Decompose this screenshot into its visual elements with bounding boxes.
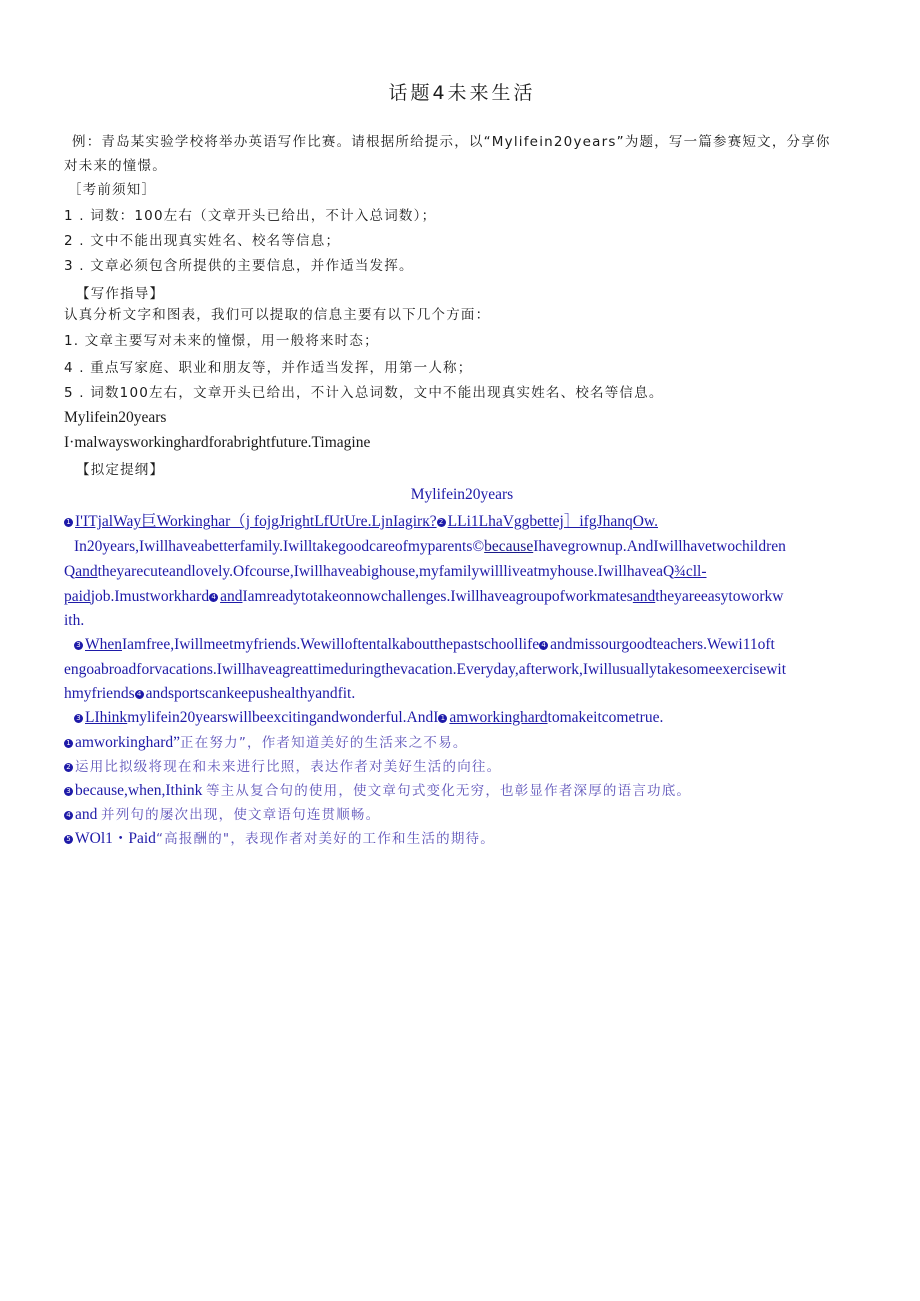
essay-line-1b-text: LLi1LhaVggbettej］ifgJhanqOw. [447,513,658,530]
essay-line-1 [64,512,658,532]
text-run: mylifein20yearswillbeexcitingandwonderful.AndI [127,709,439,726]
note-3 [64,781,691,801]
essay-p2-line-1 [74,635,775,655]
intro-line-1: 例：青岛某实验学校将举办英语写作比赛。请根据所给提示，以“Mylifein20years”为题，写一篇参赛短文，分享你 [72,134,831,150]
keyword-and: and [632,588,656,605]
note-4-en: and [75,806,98,823]
text-run: Iamreadytotakeonnowchallenges.Iwillhaveagroupofworkmates [242,588,633,605]
text-run: theyareeasytoworkw [655,588,784,605]
marker-2-icon: 2 [64,763,73,772]
marker-3-icon: 3 [64,787,73,796]
note-4-cn: 并列句的屡次出现，使文章语句连贯顺畅。 [101,807,381,823]
essay-p1-line-3 [64,587,784,607]
guide-item-5: 5 . 词数100左右，文章开头已给出，不计入总词数，文中不能出现真实姓名、校名等信息。 [64,385,664,401]
keyword-am-working-hard: amworkinghard [449,709,548,726]
keyword-because: because [484,538,534,555]
given-opening: I·malwaysworkinghardforabrightfuture.Timagine [64,434,371,451]
note-3-cn: 等主从复合句的使用，使文章句式变化无穷，也彰显作者深厚的语言功底。 [206,783,692,799]
keyword-and: and [220,588,243,605]
marker-4-icon: 4 [539,641,548,650]
text-run: andsportscankeepushealthyandfit. [145,685,356,702]
essay-p1-line-1 [74,537,786,557]
text-run: tomakeitcometrue. [547,709,664,726]
outline-heading: 【拟定提纲】 [76,462,165,478]
essay-title: Mylifein20years [410,486,514,503]
marker-4-icon: 4 [209,593,218,602]
note-2-cn: 运用比拟级将现在和未来进行比照，表达作者对美好生活的向往。 [75,759,502,775]
essay-p2-line-3 [64,684,355,704]
notice-item-1: 1 . 词数：100左右（文章开头已给出，不计入总词数）； [64,208,437,224]
text-run: Q [64,563,76,580]
essay-p3-line-1 [74,708,663,728]
note-1-cn: 正在努力”，作者知道美好的生活来之不易。 [180,735,468,751]
given-title: Mylifein20years [64,409,167,426]
note-5-en: WOl1・Paid [75,830,156,847]
essay-p2-line-2: engoabroadforvacations.Iwillhaveagreattimeduringthevacation.Everyday,afterwork,Iwillusuallytakesomeexercisewit [64,661,787,678]
essay-p1-line-4: ith. [64,612,85,629]
essay-line-1-text: I'ITjalWay巨Workinghar（j fojgJrightLfUtUre.LjnIagirк? [75,513,437,530]
keyword-well: ¾cll- [674,563,707,580]
note-4 [64,805,380,825]
text-run: andmissourgoodteachers.Wewi11oft [550,636,775,653]
page-title: 话题4未来生活 [388,82,536,104]
note-1 [64,733,468,753]
marker-5-icon: 5 [64,835,73,844]
text-run: Iamfree,Iwillmeetmyfriends.Wewilloftentalkaboutthepastschoollife [122,636,540,653]
marker-1-icon: 1 [438,714,447,723]
text-run: In20years,Iwillhaveabetterfamily.Iwilltakegoodcareofmyparents© [74,538,485,555]
guide-lead: 认真分析文字和图表，我们可以提取的信息主要有以下几个方面： [64,307,491,323]
marker-3-icon: 3 [74,641,83,650]
note-5 [64,829,495,849]
keyword-and: and [75,563,98,580]
notice-heading: ［考前须知］ [68,182,157,198]
marker-4-icon: 4 [64,811,73,820]
marker-2-icon: 2 [437,518,446,527]
text-run: Ihavegrownup.AndIwillhavetwochildren [533,538,786,555]
marker-1-icon: 1 [64,518,73,527]
note-1-en: amworkinghard” [75,734,181,751]
essay-p1-line-2 [64,562,707,582]
text-run: job.Imustworkhard [90,588,210,605]
intro-line-2: 对未来的憧憬。 [64,158,167,174]
note-2 [64,757,501,777]
note-5-cn: “高报酬的"，表现作者对美好的工作和生活的期待。 [155,831,495,847]
guide-item-4: 4 . 重点写家庭、职业和朋友等，并作适当发挥，用第一人称； [64,360,473,376]
text-run: hmyfriends [64,685,135,702]
keyword-i-think: LIhink [85,709,128,726]
keyword-paid: paid [64,588,91,605]
guide-item-1: 1. 文章主要写对未来的憧憬，用一般将来时态； [64,333,379,349]
keyword-when: When [85,636,123,653]
note-3-en: because,when,Ithink [75,782,203,799]
notice-item-3: 3 . 文章必须包含所提供的主要信息，并作适当发挥。 [64,258,414,274]
text-run: theyarecuteandlovely.Ofcourse,Iwillhaveabighouse,myfamilywillliveatmyhouse.IwillhaveaQ [97,563,675,580]
marker-4-icon: 4 [135,690,144,699]
guide-heading: 【写作指导】 [76,286,165,302]
marker-1-icon: 1 [64,739,73,748]
marker-3-icon: 3 [74,714,83,723]
notice-item-2: 2 . 文中不能出现真实姓名、校名等信息； [64,233,341,249]
